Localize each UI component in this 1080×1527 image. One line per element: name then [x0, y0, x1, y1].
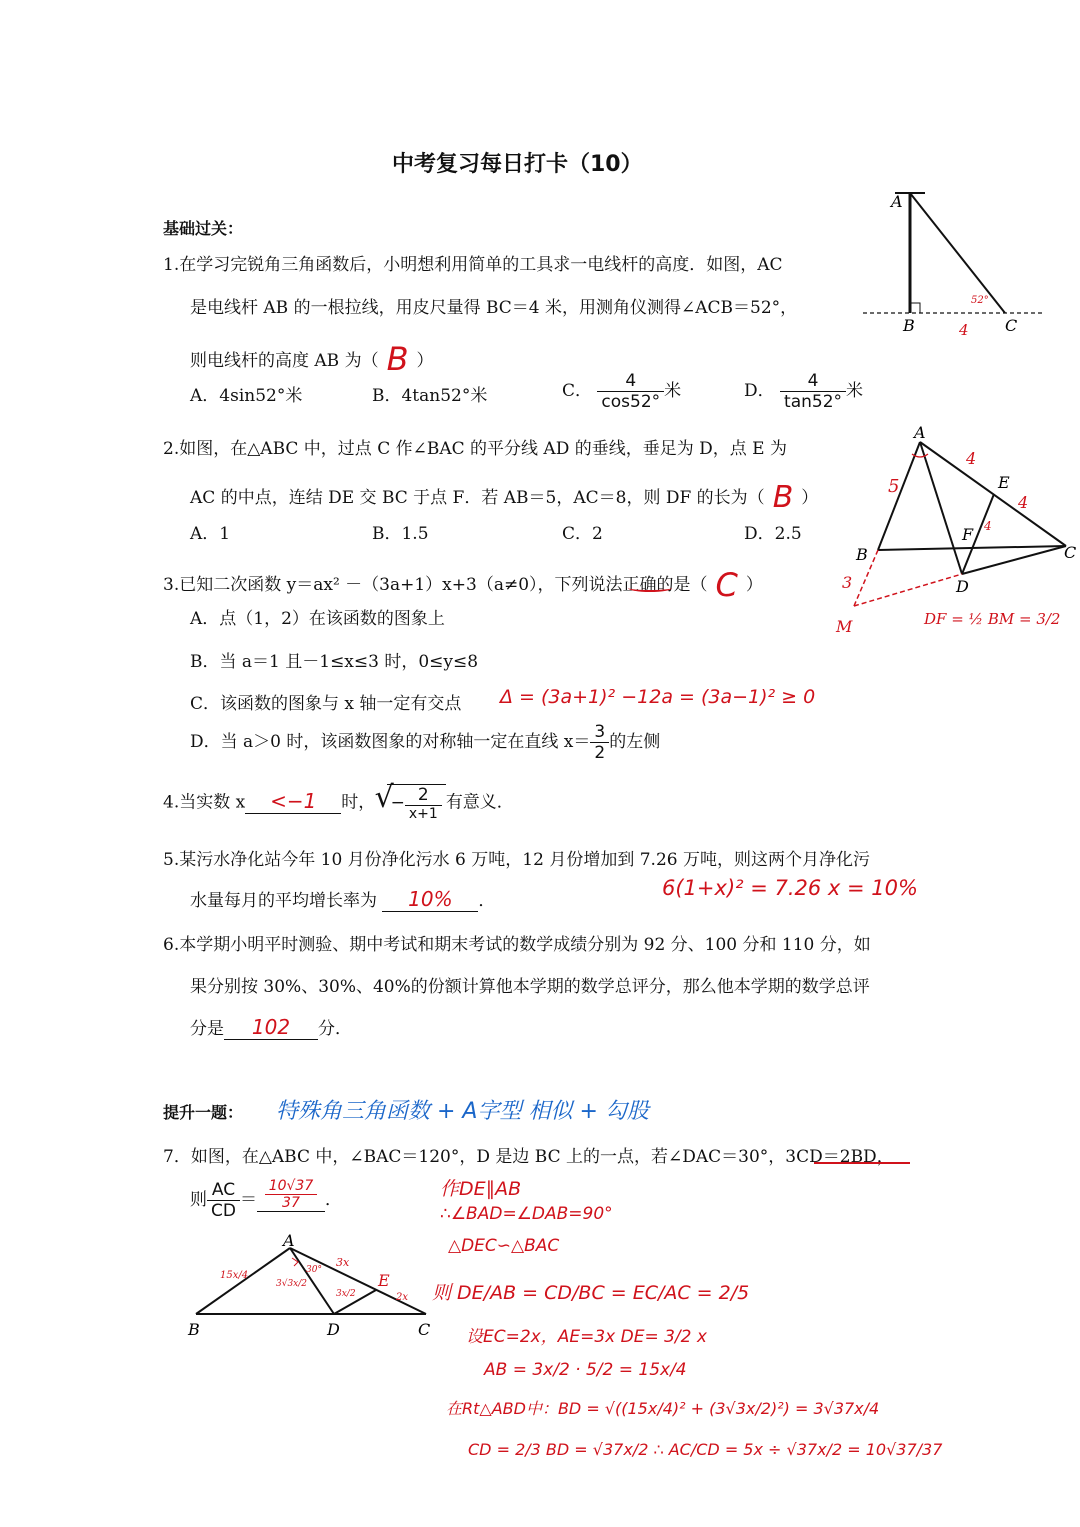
q3-option-c: C．该函数的图象与 x 轴一定有交点	[190, 694, 462, 714]
q2-fig-note-4b: 4	[1018, 493, 1029, 512]
q2-option-d: D．2.5	[744, 524, 802, 544]
q7-fig-label-d: D	[327, 1320, 340, 1339]
q2-fig-note-3: 3	[842, 573, 853, 592]
q1-option-d-unit: 米	[846, 381, 864, 401]
q7-blank	[257, 1178, 325, 1212]
q4-radical: √ − $\frac{2}{x+1}$	[387, 784, 446, 822]
q1-option-d-label: D．	[744, 381, 775, 401]
q2-fig-note-4a: 4	[966, 449, 977, 468]
q7-work-line-7: 在Rt△ABD中：BD = √((15x/4)² + (3√3x/2)²) = 3√37x/4	[446, 1399, 880, 1418]
q1-option-c	[562, 371, 681, 412]
q1-option-a: A．4sin52°米	[190, 386, 303, 406]
q2-triangle-diagram	[832, 420, 1080, 640]
q2-line1: 2.如图，在△ABC 中，过点 C 作∠BAC 的平分线 AD 的垂线，垂足为 D，点 E 为	[163, 439, 787, 459]
q1-line2: 是电线杆 AB 的一根拉线，用皮尺量得 BC＝4 米，用测角仪测得∠ACB＝52°，	[190, 298, 798, 318]
q7-method-note: 特殊角三角函数 + A字型 相似 + 勾股	[276, 1099, 649, 1124]
q2-stem: AC 的中点，连结 DE 交 BC 于点 F．若 AB＝5，AC＝8，则 DF 的长为（	[190, 488, 765, 508]
q7-triangle-diagram	[180, 1228, 450, 1344]
q3-option-d	[190, 722, 660, 763]
q7-work-line-8: CD = 2/3 BD = √37x/2 ∴ AC/CD = 5x ÷ √37x/2 = 10√37/37	[468, 1440, 943, 1459]
q7-work-line-4: 则 DE/AB = CD/BC = EC/AC = 2/5	[432, 1282, 750, 1304]
q5-line2	[190, 886, 495, 912]
q3-line1	[163, 560, 763, 604]
section-heading-basic: 基础过关：	[163, 219, 244, 238]
q1-line3	[190, 336, 434, 378]
q1-option-c-fraction: $\frac{4}{\cos 52^\circ}$	[597, 371, 664, 412]
q1-option-d	[744, 371, 863, 412]
q7-line2	[190, 1180, 342, 1221]
q5-blank	[382, 887, 478, 912]
q7-underline-mark	[814, 1162, 910, 1164]
q4-radical-fraction: $\frac{2}{x+1}$	[405, 785, 442, 822]
q4-tail: 有意义．	[445, 792, 514, 813]
q1-pole-diagram	[855, 185, 1055, 350]
q7-stem: 则	[190, 1190, 207, 1210]
q4-line	[163, 780, 514, 822]
q7-period: ．	[324, 1190, 342, 1210]
q3-close-paren: ）	[745, 575, 763, 595]
q7-work-line-1: 作DE∥AB	[440, 1178, 522, 1200]
q1-option-b: B．4tan52°米	[372, 386, 488, 406]
q7-line1: 7．如图，在△ABC 中，∠BAC＝120°，D 是边 BC 上的一点，若∠DAC＝30°，3CD＝2BD，	[163, 1147, 894, 1167]
q6-line3	[190, 1014, 352, 1040]
q7-fig-note-de: 3x/2	[336, 1289, 356, 1299]
q7-fig-label-b: B	[188, 1320, 200, 1339]
q1-fig-angle-note: 52°	[971, 295, 989, 306]
q2-option-b: B．1.5	[372, 524, 429, 544]
q2-close-paren: ）	[801, 488, 819, 508]
q1-line1: 1.在学习完锐角三角函数后，小明想利用简单的工具求一电线杆的高度．如图，AC	[163, 255, 783, 275]
q4-stem: 4.当实数 x	[163, 792, 246, 813]
q5-work-note: 6(1+x)² = 7.26 x = 10%	[662, 876, 918, 900]
q7-fig-note-ab: 15x/4	[220, 1270, 249, 1281]
q1-option-c-unit: 米	[664, 381, 682, 401]
section-heading-advanced: 提升一题：	[163, 1103, 244, 1122]
q2-fig-label-c: C	[1064, 543, 1077, 562]
q2-line2	[190, 476, 819, 515]
q3-option-c-note: Δ = (3a+1)² −12a = (3a−1)² ≥ 0	[500, 686, 816, 708]
q4-handwritten-answer: <−1	[270, 788, 317, 813]
q6-tail: 分．	[318, 1019, 352, 1039]
q7-work-line-5: 设EC=2x，AE=3x DE= 3/2 x	[466, 1327, 707, 1347]
q7-fig-note-ae: 3x	[336, 1256, 350, 1269]
q2-option-a: A．1	[190, 524, 231, 544]
q3-option-b: B．当 a＝1 且－1≤x≤3 时，0≤y≤8	[190, 652, 479, 672]
q3-option-d-fraction: $\frac{3}{2}$	[590, 722, 609, 763]
q5-stem: 水量每月的平均增长率为	[190, 891, 377, 911]
q7-fig-label-e: E	[378, 1271, 390, 1290]
q5-period: ．	[478, 891, 496, 911]
q2-fig-label-d: D	[956, 577, 969, 596]
q4-blank	[245, 789, 341, 814]
q3-option-d-tail: 的左侧	[609, 732, 661, 752]
q4-mid: 时，	[341, 792, 376, 813]
q1-handwritten-answer: B	[386, 340, 409, 378]
q3-option-a: A．点（1，2）在该函数的图象上	[190, 609, 445, 629]
q6-stem: 分是	[190, 1019, 224, 1039]
q7-fraction: $\frac{AC}{CD}$	[207, 1180, 240, 1221]
q3-underline-mark	[628, 584, 672, 592]
q2-fig-label-f: F	[962, 525, 974, 544]
q6-line2: 果分别按 30%、30%、40%的份额计算他本学期的数学总评分，那么他本学期的数学总评	[190, 977, 870, 997]
q7-equals: ＝	[239, 1190, 257, 1210]
page-title: 中考复习每日打卡（10）	[392, 152, 643, 177]
q6-blank	[224, 1015, 318, 1040]
q5-line1: 5.某污水净化站今年 10 月份净化污水 6 万吨，12 月份增加到 7.26 万吨，则这两个月净化污	[163, 850, 870, 870]
q7-fig-note-angle: 30°	[306, 1265, 322, 1275]
q2-handwritten-answer: B	[772, 480, 794, 515]
q1-close-paren: ）	[416, 351, 434, 371]
q7-fig-note-ec: 2x	[396, 1292, 409, 1303]
q6-handwritten-answer: 102	[251, 1015, 291, 1039]
q1-fig-label-b: B	[903, 316, 915, 335]
q2-fig-note-df: DF = ½ BM = 3/2	[924, 610, 1061, 628]
q1-fig-label-c: C	[1005, 316, 1018, 335]
q3-stem: 3.已知二次函数 y＝ax² －（3a+1）x+3（a≠0），下列说法正确的是（	[163, 575, 708, 595]
q1-option-d-fraction: $\frac{4}{\tan 52^\circ}$	[780, 371, 846, 412]
q7-fig-note-ad: 3√3x/2	[276, 1279, 308, 1289]
q1-fig-label-a: A	[891, 192, 903, 211]
q3-handwritten-answer: C	[715, 566, 738, 604]
q4-radical-sign: √	[374, 780, 394, 815]
q7-work-line-2: ∴∠BAD=∠DAB=90°	[440, 1204, 613, 1224]
q7-fig-label-c: C	[418, 1320, 431, 1339]
q7-work-line-6: AB = 3x/2 · 5/2 = 15x/4	[484, 1360, 687, 1380]
q2-fig-label-b: B	[856, 545, 868, 564]
q2-fig-label-a: A	[914, 423, 926, 442]
q5-handwritten-answer: 10%	[408, 887, 453, 911]
q7-fig-label-a: A	[283, 1231, 295, 1250]
q1-option-c-label: C．	[562, 381, 593, 401]
q7-work-line-3: △DEC∽△BAC	[448, 1236, 560, 1256]
q3-option-d-stem: D．当 a＞0 时，该函数图象的对称轴一定在直线 x＝	[190, 732, 591, 752]
q7-handwritten-answer: $\frac{10√37}{37}$	[265, 1178, 318, 1211]
q2-option-c: C．2	[562, 524, 603, 544]
q1-fig-length-note: 4	[959, 321, 969, 339]
q2-fig-label-m: M	[836, 617, 853, 636]
q2-fig-label-e: E	[998, 473, 1010, 492]
q6-line1: 6.本学期小明平时测验、期中考试和期末考试的数学成绩分别为 92 分、100 分和 110 分，如	[163, 935, 871, 955]
q2-fig-note-4c: 4	[984, 519, 992, 533]
q1-stem: 则电线杆的高度 AB 为（	[190, 351, 379, 371]
q2-fig-note-5: 5	[888, 476, 900, 497]
